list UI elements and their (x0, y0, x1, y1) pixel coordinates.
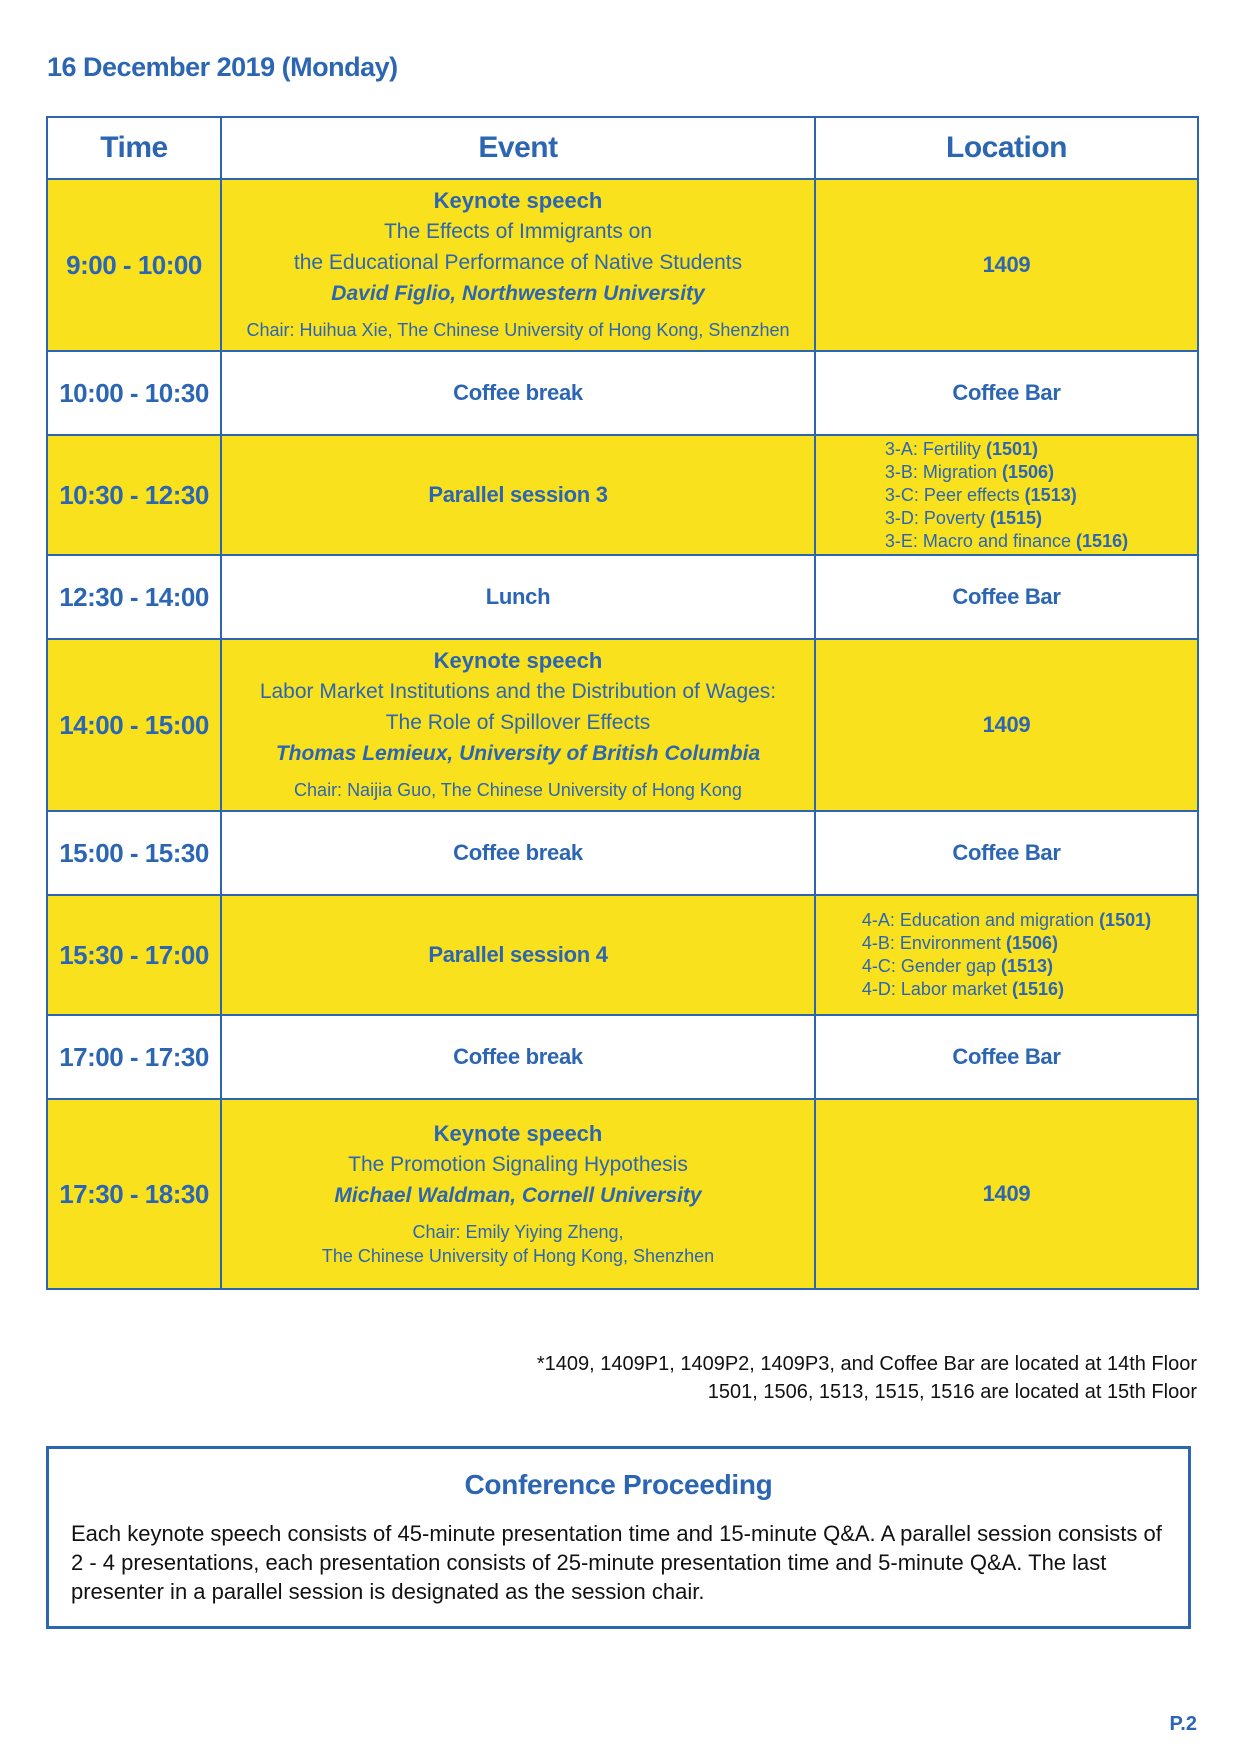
event-chair-line: The Chinese University of Hong Kong, Shenzhen (321, 1245, 715, 1266)
table-row (47, 895, 1198, 1015)
proceeding-title: Conference Proceeding (464, 1469, 773, 1500)
room-number: (1516) (1076, 530, 1129, 551)
room-number: (1506) (1005, 933, 1059, 953)
session-room-list (862, 909, 1151, 1001)
header-location: Location (815, 117, 1198, 179)
time-text: 17:00 - 17:30 (59, 1041, 209, 1072)
time-cell (47, 555, 221, 639)
session-room-item (862, 955, 1151, 978)
location-text: Coffee Bar (952, 840, 1061, 865)
floor-notes (537, 1350, 1197, 1406)
session-room-item (885, 507, 1128, 530)
event-text: Parallel session 3 (428, 482, 608, 507)
time-cell (47, 811, 221, 895)
location-cell (815, 555, 1198, 639)
event-text: Lunch (485, 584, 551, 609)
event-chair-line: Chair: Emily Yiying Zheng, (412, 1221, 624, 1242)
event-cell (221, 1015, 815, 1099)
room-number: (1506) (1001, 461, 1055, 482)
time-text: 12:30 - 14:00 (59, 581, 209, 612)
table-row (47, 555, 1198, 639)
location-cell (815, 639, 1198, 811)
event-title-line: The Promotion Signaling Hypothesis (348, 1152, 688, 1176)
proceeding-text: Each keynote speech consists of 45-minute presentation time and 15-minute Q&A. A parallel session consists of 2 - 4 presentations, each presentation consists of 25-minute presentation time and 5-minute Q&A. The last presenter in a parallel session is designated as the session chair. (71, 1521, 1162, 1604)
room-number: (1513) (1001, 956, 1054, 976)
location-text: Coffee Bar (952, 380, 1061, 405)
session-room-item (885, 461, 1128, 484)
page-title: 16 December 2019 (Monday) (47, 52, 398, 82)
room-number: (1501) (1099, 910, 1152, 930)
location-cell (815, 179, 1198, 351)
session-room-item (885, 438, 1128, 461)
event-speaker: David Figlio, Northwestern University (331, 282, 705, 305)
location-cell (815, 895, 1198, 1015)
time-cell (47, 179, 221, 351)
header-event: Event (221, 117, 815, 179)
event-chair: Chair: Naijia Guo, The Chinese University of Hong Kong (294, 780, 742, 800)
table-row (47, 351, 1198, 435)
room-number: (1515) (989, 507, 1042, 528)
session-room-item (862, 932, 1151, 955)
event-cell (221, 1099, 815, 1289)
event-text: Coffee break (453, 380, 583, 405)
time-text: 15:30 - 17:00 (59, 939, 209, 970)
session-label: 4-D: Labor market (861, 979, 1007, 999)
time-cell (47, 639, 221, 811)
session-label: 3-E: Macro and finance (884, 530, 1072, 551)
location-cell (815, 811, 1198, 895)
location-text: 1409 (982, 712, 1031, 737)
event-text: Coffee break (453, 1044, 583, 1069)
table-row (47, 639, 1198, 811)
time-cell (47, 1015, 221, 1099)
time-cell (47, 1099, 221, 1289)
location-cell (815, 435, 1198, 555)
time-text: 15:00 - 15:30 (59, 837, 209, 868)
time-text: 10:00 - 10:30 (59, 377, 209, 408)
event-cell (221, 435, 815, 555)
event-cell (221, 811, 815, 895)
floor-note-line: 1501, 1506, 1513, 1515, 1516 are located at 15th Floor (707, 1381, 1197, 1403)
session-room-item (885, 484, 1128, 507)
session-room-list (885, 438, 1128, 553)
location-text: 1409 (982, 1181, 1031, 1206)
table-header-row (47, 117, 1198, 179)
room-number: (1501) (985, 438, 1038, 459)
session-label: 3-D: Poverty (884, 507, 985, 528)
event-speaker: Thomas Lemieux, University of British Columbia (275, 742, 761, 765)
event-cell (221, 895, 815, 1015)
location-text: Coffee Bar (952, 1044, 1061, 1069)
room-number: (1516) (1011, 979, 1065, 999)
event-title-line: The Role of Spillover Effects (385, 711, 651, 734)
time-cell (47, 435, 221, 555)
time-text: 14:00 - 15:00 (59, 709, 209, 740)
header-time: Time (47, 117, 221, 179)
event-chair (222, 1220, 814, 1268)
event-type: Keynote speech (433, 1120, 603, 1146)
table-row (47, 811, 1198, 895)
session-label: 3-C: Peer effects (884, 484, 1020, 505)
time-text: 9:00 - 10:00 (66, 249, 202, 280)
event-text: Parallel session 4 (428, 942, 608, 967)
table-row (47, 1015, 1198, 1099)
event-cell (221, 351, 815, 435)
room-number: (1513) (1024, 484, 1077, 505)
table-row (47, 1099, 1198, 1289)
floor-note-line: *1409, 1409P1, 1409P2, 1409P3, and Coffee Bar are located at 14th Floor (536, 1353, 1197, 1375)
time-text: 10:30 - 12:30 (59, 479, 209, 510)
table-row (47, 179, 1198, 351)
schedule-table (46, 116, 1199, 1290)
session-room-item (862, 978, 1151, 1001)
event-type: Keynote speech (433, 648, 603, 673)
event-title-line: The Effects of Immigrants on (383, 220, 653, 243)
location-cell (815, 351, 1198, 435)
session-label: 3-B: Migration (884, 461, 997, 482)
session-label: 4-A: Education and migration (861, 910, 1095, 930)
event-cell (221, 639, 815, 811)
event-cell (221, 179, 815, 351)
event-title-line: Labor Market Institutions and the Distribution of Wages: (259, 680, 777, 703)
event-text: Coffee break (453, 840, 583, 865)
location-cell (815, 1099, 1198, 1289)
event-speaker: Michael Waldman, Cornell University (334, 1183, 702, 1207)
session-room-item (862, 909, 1151, 932)
table-row (47, 435, 1198, 555)
time-cell (47, 895, 221, 1015)
event-type: Keynote speech (433, 188, 603, 213)
conference-proceeding-box (46, 1446, 1191, 1629)
event-cell (221, 555, 815, 639)
event-chair: Chair: Huihua Xie, The Chinese University of Hong Kong, Shenzhen (246, 320, 790, 340)
session-label: 4-B: Environment (861, 933, 1001, 953)
session-label: 4-C: Gender gap (861, 956, 996, 976)
session-room-item (885, 530, 1128, 553)
location-text: Coffee Bar (952, 584, 1061, 609)
time-cell (47, 351, 221, 435)
location-cell (815, 1015, 1198, 1099)
event-title-line: the Educational Performance of Native Students (293, 251, 743, 274)
session-label: 3-A: Fertility (884, 438, 981, 459)
location-text: 1409 (982, 252, 1031, 277)
page-number: P.2 (1169, 1713, 1197, 1735)
time-text: 17:30 - 18:30 (59, 1178, 209, 1209)
